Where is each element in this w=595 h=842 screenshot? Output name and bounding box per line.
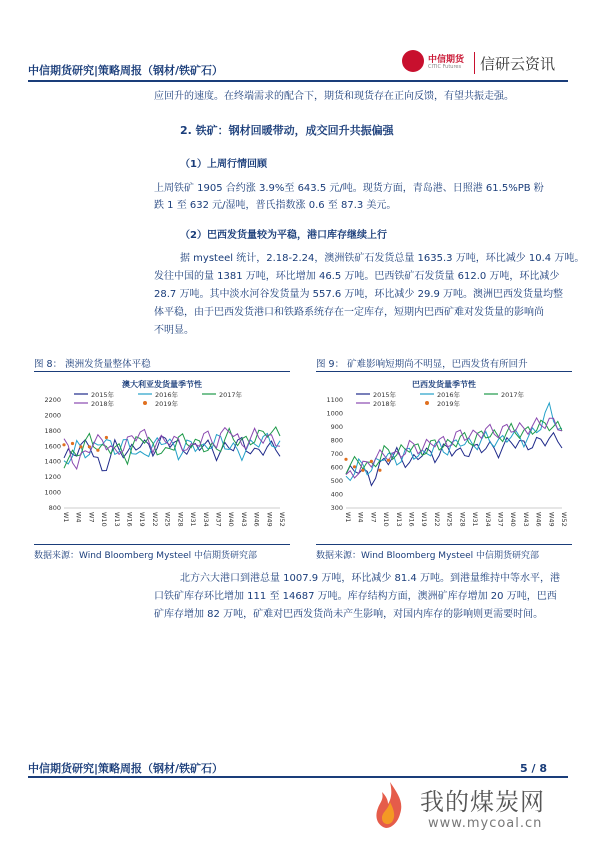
legend-label-3: 2018年 — [91, 400, 115, 408]
y-tick-label: 300 — [330, 504, 343, 512]
watermark-cn: 我的煤炭网 — [420, 788, 545, 816]
x-tick-label: W40 — [227, 512, 236, 527]
x-tick-label: W1 — [344, 512, 352, 523]
figure-8-caption: 图 8： 澳洲发货量整体平稳 — [34, 359, 151, 370]
footer-rule — [28, 776, 568, 778]
x-tick-label: W52 — [560, 512, 568, 527]
series-point-2019 — [378, 469, 381, 472]
y-tick-label: 2200 — [44, 396, 61, 404]
figure-9-source: 数据来源：Wind Bloomberg Mysteel 中信期货研究部 — [316, 551, 540, 561]
logo-cn-text: 中信期货 — [428, 55, 465, 65]
header-title: 中信期货研究|策略周报（钢材/铁矿石） — [28, 64, 224, 77]
x-tick-label: W49 — [265, 512, 274, 527]
series-point-2019 — [353, 465, 356, 468]
paragraph-3-line-1: 北方六大港口到港总量 1007.9 万吨，环比减少 81.4 万吨。到港量维持中等水平，港 — [180, 573, 560, 584]
legend-marker-4 — [143, 401, 147, 405]
x-tick-label: W25 — [163, 512, 172, 527]
x-tick-label: W16 — [125, 512, 134, 527]
page-number: 5 / 8 — [520, 762, 547, 775]
series-point-2019 — [370, 460, 373, 463]
series-point-2019 — [387, 459, 390, 462]
series-point-2019 — [361, 469, 364, 472]
series-line-2018年 — [64, 428, 280, 469]
paragraph-3-line-2: 口铁矿库存环比增加 111 至 14687 万吨。库存结构方面，澳洲矿库存增加 20 万吨，巴西 — [154, 591, 557, 602]
paragraph-2-line-3: 28.7 万吨。其中淡水河谷发货量为 557.6 万吨，环比减少 29.9 万吨。澳洲巴西发货量均整 — [154, 289, 564, 300]
paragraph-1-line-1: 上周铁矿 1905 合约涨 3.9%至 643.5 元/吨。现货方面，青岛港、日照港 61.5%PB 粉 — [154, 183, 544, 194]
x-tick-label: W22 — [150, 512, 159, 527]
paragraph-2-line-2: 发往中国的量 1381 万吨，环比增加 46.5 万吨。巴西铁矿石发货量 612.0 万吨，环比减少 — [154, 271, 560, 282]
series-point-2019 — [105, 436, 108, 439]
y-tick-label: 800 — [330, 436, 343, 445]
x-tick-label: W28 — [176, 512, 185, 527]
x-tick-label: W13 — [112, 512, 121, 527]
chart-title: 澳大利亚发货量季节性 — [122, 380, 202, 389]
x-tick-label: W37 — [214, 512, 223, 527]
x-tick-label: W31 — [471, 512, 480, 527]
series-point-2019 — [71, 442, 74, 445]
header-rule — [28, 80, 568, 82]
x-tick-label: W49 — [547, 512, 556, 527]
x-tick-label: W13 — [394, 512, 403, 527]
paragraph-2-line-1: 据 mysteel 统计，2.18-2.24，澳洲铁矿石发货总量 1635.3 万吨，环比减少 10.4 万吨。 — [180, 253, 585, 264]
x-tick-label: W7 — [87, 512, 96, 523]
y-tick-label: 1600 — [44, 442, 61, 451]
legend-label-2: 2017年 — [219, 391, 243, 399]
x-tick-label: W7 — [369, 512, 378, 523]
y-tick-label: 1100 — [326, 396, 343, 404]
section-title: 2. 铁矿：钢材回暖带动，成交回升共振偏强 — [180, 124, 394, 137]
legend-label-0: 2015年 — [91, 391, 115, 399]
x-tick-label: W10 — [382, 512, 391, 527]
legend-label-2: 2017年 — [501, 391, 525, 399]
x-tick-label: W10 — [100, 512, 109, 527]
y-tick-label: 700 — [330, 450, 343, 458]
figure-8-bottom-rule — [34, 544, 290, 545]
paragraph-intro: 应回升的速度。在终端需求的配合下，期货和现货存在正向反馈，有望共振走强。 — [154, 91, 514, 102]
subsection-title-2: （2）巴西发货量较为平稳，港口库存继续上行 — [180, 230, 387, 241]
figure-9-caption: 图 9： 矿难影响短期尚不明显，巴西发货有所回升 — [316, 359, 528, 370]
series-point-2019 — [62, 443, 65, 446]
legend-label-4: 2019年 — [155, 400, 179, 408]
x-tick-label: W1 — [62, 512, 70, 523]
citic-logo-icon — [402, 50, 424, 72]
figure-8-source: 数据来源：Wind Bloomberg Mysteel 中信期货研究部 — [34, 551, 258, 561]
footer-title: 中信期货研究|策略周报（钢材/铁矿石） — [28, 762, 224, 775]
chart-title: 巴西发货量季节性 — [412, 380, 476, 389]
x-tick-label: W46 — [534, 512, 543, 527]
x-tick-label: W16 — [407, 512, 416, 527]
x-tick-label: W34 — [201, 512, 210, 527]
paragraph-3-line-3: 矿库存增加 82 万吨，矿难对巴西发货尚未产生影响，对国内库存的影响则更需要时间。 — [154, 609, 544, 620]
x-tick-label: W43 — [521, 512, 530, 527]
legend-label-3: 2018年 — [373, 400, 397, 408]
x-tick-label: W31 — [189, 512, 198, 527]
y-tick-label: 1400 — [44, 457, 61, 466]
y-tick-label: 600 — [330, 463, 343, 472]
figure-9-bottom-rule — [316, 544, 572, 545]
y-tick-label: 900 — [330, 423, 343, 431]
y-tick-label: 400 — [330, 490, 343, 499]
x-tick-label: W19 — [420, 512, 429, 527]
paragraph-1-line-2: 跌 1 至 632 元/湿吨，普氏指数涨 0.6 至 87.3 美元。 — [154, 200, 397, 211]
series-point-2019 — [344, 458, 347, 461]
y-tick-label: 500 — [330, 477, 343, 485]
legend-label-1: 2016年 — [437, 391, 461, 399]
figure-9-rule — [316, 371, 572, 372]
x-tick-label: W4 — [356, 512, 365, 523]
legend-marker-4 — [425, 401, 429, 405]
legend-label-4: 2019年 — [437, 400, 461, 408]
legend-label-1: 2016年 — [155, 391, 179, 399]
x-tick-label: W37 — [496, 512, 505, 527]
x-tick-label: W43 — [239, 512, 248, 527]
legend-label-0: 2015年 — [373, 391, 397, 399]
y-tick-label: 1000 — [44, 488, 61, 497]
x-tick-label: W34 — [483, 512, 492, 527]
x-tick-label: W25 — [445, 512, 454, 527]
x-tick-label: W40 — [509, 512, 518, 527]
x-tick-label: W4 — [74, 512, 83, 523]
chart-australia-shipments — [34, 376, 290, 542]
chart-brazil-shipments — [316, 376, 572, 542]
series-point-2019 — [88, 445, 91, 448]
series-point-2019 — [96, 449, 99, 452]
logo-en-text: CITIC Futures — [428, 64, 462, 70]
x-tick-label: W52 — [278, 512, 286, 527]
y-tick-label: 2000 — [44, 411, 61, 420]
x-tick-label: W46 — [252, 512, 261, 527]
watermark-url: www.mycoal.cn — [428, 816, 543, 831]
series-point-2019 — [79, 445, 82, 448]
figure-8-rule — [34, 371, 290, 372]
paragraph-2-line-4: 体平稳，由于巴西发货港口和铁路系统存在一定库存，短期内巴西矿难对发货量的影响尚 — [154, 307, 544, 318]
subsection-title-1: （1）上周行情回顾 — [180, 159, 267, 170]
x-tick-label: W28 — [458, 512, 467, 527]
x-tick-label: W19 — [138, 512, 147, 527]
paragraph-2-line-5: 不明显。 — [154, 325, 194, 336]
flame-logo-icon — [370, 780, 410, 830]
logo-divider — [474, 52, 475, 74]
y-tick-label: 1200 — [44, 473, 61, 482]
y-tick-label: 1000 — [326, 409, 343, 418]
brand-name: 信研云资讯 — [480, 55, 556, 73]
y-tick-label: 1800 — [44, 426, 61, 435]
x-tick-label: W22 — [432, 512, 441, 527]
y-tick-label: 800 — [48, 504, 61, 512]
